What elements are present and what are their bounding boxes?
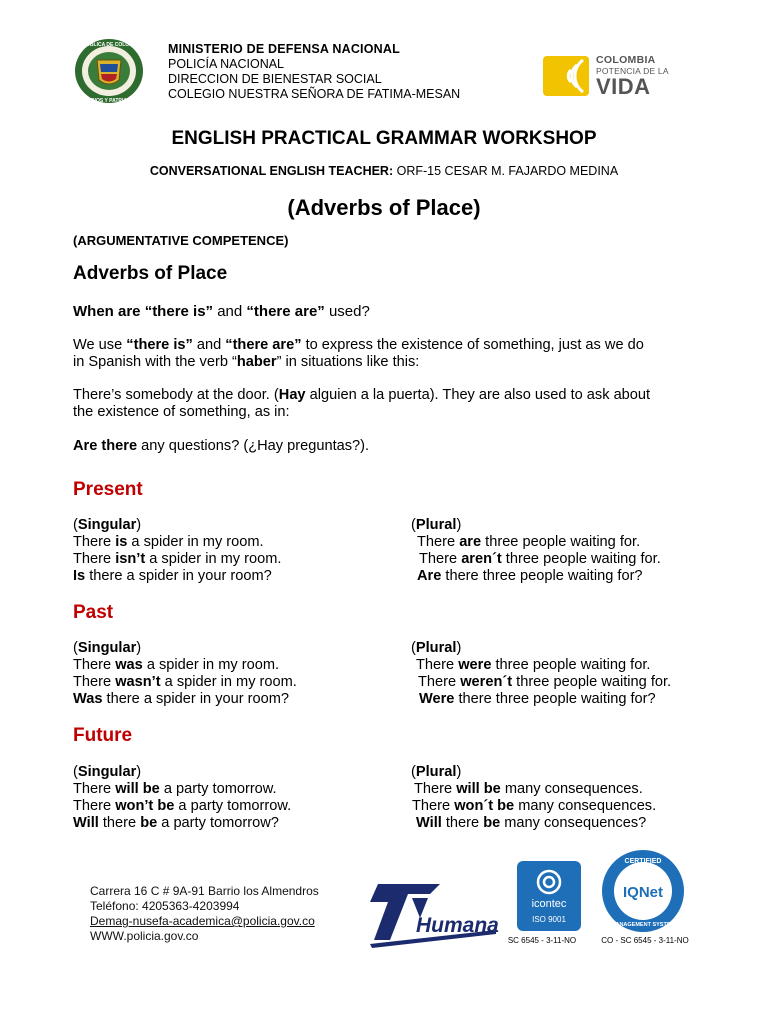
p-text: to express the existence of something, just as we do [301,337,644,353]
plural-label: Plural [415,517,457,533]
iqnet-badge [598,848,688,934]
list-item: (Plural) [411,764,462,780]
section-title-past: Past [73,602,114,623]
plural-label: Plural [415,764,457,780]
q-text: When are [73,303,145,320]
list-item: There will be a party tomorrow. [73,781,277,797]
list-item: Will there be many consequences? [416,815,647,831]
singular-label: Singular [77,764,137,780]
icontec-name: icontec [531,898,567,910]
list-item: Are there three people waiting for? [417,568,643,584]
iqnet-name: IQNet [622,884,664,901]
p-text: alguien a la puerta). They are also used to ask about [305,387,651,403]
paragraph-2 [73,387,693,421]
q-bold: “there is” [144,303,214,320]
p-text: the existence of something, as in: [73,404,290,420]
iqnet-code: CO - SC 6545 - 3-11-NO [601,936,689,945]
colombia-logo-line1: COLOMBIA [596,54,656,66]
ministry-line: MINISTERIO DE DEFENSA NACIONAL [168,42,400,56]
list-item: (Singular) [73,764,142,780]
list-item: There weren´t three people waiting for. [418,674,672,690]
list-item: (Singular) [73,640,142,656]
p-bold: haber [236,354,277,370]
plural-label: Plural [415,640,457,656]
icontec-badge [516,860,582,932]
iqnet-icon [598,848,688,934]
list-item: Is there a spider in your room? [73,568,272,584]
p-bold: Hay [278,387,306,403]
icontec-icon [516,860,582,932]
humana-logo-text: Humana [416,914,499,937]
list-item: Will there be a party tomorrow? [73,815,279,831]
iqnet-top: CERTIFIED [624,858,662,865]
address-line: Carrera 16 C # 9A-91 Barrio los Almendros [90,884,319,898]
p-text: There’s somebody at the door. ( [73,387,279,403]
email-link[interactable]: Demag-nusefa-academica@policia.gov.co [90,914,315,928]
present-plural [411,517,661,585]
past-plural [411,640,671,708]
q-text: and [213,303,247,320]
question-heading [73,303,370,320]
humana-logo-icon [368,880,500,950]
q-bold: “there are” [246,303,325,320]
list-item: There will be many consequences. [414,781,643,797]
list-item: There won’t be a party tomorrow. [73,798,292,814]
page-title: ENGLISH PRACTICAL GRAMMAR WORKSHOP [171,128,597,149]
ministry-header [168,42,460,102]
p-text: We use [73,337,127,353]
competence-label: (ARGUMENTATIVE COMPETENCE) [73,233,289,248]
present-singular [73,517,281,585]
colombia-logo-line2: POTENCIA DE LA [596,66,669,76]
past-singular [73,640,297,708]
future-plural [411,764,656,832]
list-item: Was there a spider in your room? [73,691,290,707]
list-item: (Plural) [411,640,462,656]
police-seal-icon [72,36,146,106]
section-title-future: Future [73,725,133,746]
p-bold: Are there [73,438,138,454]
list-item: (Plural) [411,517,462,533]
list-item: There is a spider in my room. [73,534,264,550]
singular-label: Singular [77,517,137,533]
list-item: Were there three people waiting for? [419,691,656,707]
list-item: (Singular) [73,517,142,533]
list-item: There won´t be many consequences. [412,798,657,814]
list-item: There aren´t three people waiting for. [419,551,661,567]
list-item: There wasn’t a spider in my room. [73,674,297,690]
section-heading: Adverbs of Place [73,263,228,284]
phone-line: Teléfono: 4205363-4203994 [90,899,240,913]
footer-address [90,884,319,944]
paragraph-1 [73,337,693,371]
future-singular [73,764,291,832]
icontec-code: SC 6545 - 3-11-NO [507,936,577,945]
p-text: and [192,337,226,353]
humana-logo [368,880,500,950]
website-link[interactable]: WWW.policia.gov.co [90,929,199,943]
paragraph-3 [73,438,693,455]
singular-label: Singular [77,640,137,656]
list-item: There was a spider in my room. [73,657,280,673]
iqnet-bottom: MANAGEMENT SYSTEM [610,922,676,928]
colombia-logo-line3: VIDA [596,74,651,99]
list-item: There isn’t a spider in my room. [73,551,282,567]
p-bold: “there are” [225,337,302,353]
q-text: used? [324,303,370,320]
list-item: There are three people waiting for. [417,534,641,550]
teacher-name: ORF-15 CESAR M. FAJARDO MEDINA [393,164,619,178]
p-text: ” in situations like this: [276,354,420,370]
list-item: There were three people waiting for. [416,657,651,673]
ministry-line: POLICÍA NACIONAL [168,57,285,71]
teacher-label: CONVERSATIONAL ENGLISH TEACHER: [149,164,394,178]
section-title-present: Present [73,479,143,500]
svg-text:REPUBLICA DE COLOMBIA: REPUBLICA DE COLOMBIA [76,42,142,48]
p-text: any questions? (¿Hay preguntas?). [137,438,370,454]
p-bold: “there is” [126,337,193,353]
ministry-line: COLEGIO NUESTRA SEÑORA DE FATIMA-MESAN [168,87,461,101]
svg-text:DIOS Y PATRIA: DIOS Y PATRIA [90,98,128,104]
p-text: in Spanish with the verb “ [73,354,237,370]
ministry-line: DIRECCION DE BIENESTAR SOCIAL [168,72,382,86]
colombia-logo-icon [543,54,591,98]
icontec-iso: ISO 9001 [532,915,566,924]
teacher-line [0,164,768,178]
colombia-potencia-logo [543,52,673,102]
page-subtitle: (Adverbs of Place) [287,195,481,220]
